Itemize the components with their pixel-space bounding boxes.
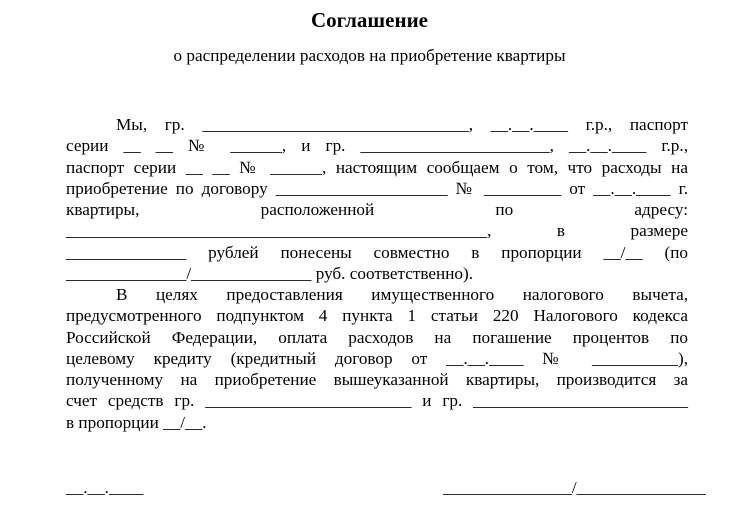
paragraph-parties xyxy=(66,114,688,284)
paragraph-line: В целях предоставления имущественного налогового вычета, xyxy=(116,285,688,304)
paragraph-word: квартиры, xyxy=(66,200,140,220)
paragraph-line: паспорт серии __ __ № ______, настоящим сообщаем о том, что расходы на xyxy=(66,157,688,177)
paragraph-word: адресу: xyxy=(634,200,688,220)
signature-date: __.__.____ xyxy=(66,478,144,497)
paragraph-line: ______________/______________ руб. соответственно). xyxy=(66,264,474,284)
document-title: Соглашение xyxy=(311,8,428,32)
paragraph-line xyxy=(66,199,688,220)
document-subtitle: о распределении расходов на приобретение квартиры xyxy=(173,46,566,65)
paragraph-line: _________________________________________________, в размере xyxy=(66,221,688,241)
paragraph-line: Российской Федерации, оплата расходов на погашение процентов по xyxy=(66,327,688,347)
paragraph-word: расположенной xyxy=(260,200,375,220)
paragraph-line: счет средств гр. ________________________ и гр. _________________________ xyxy=(66,391,688,411)
paragraph-line: целевому кредиту (кредитный договор от __.__.____ № __________), xyxy=(66,348,688,368)
signature-lines: _______________/_______________ xyxy=(443,478,706,497)
paragraph-line: серии __ __ № ______, и гр. ______________________, __.__.____ г.р., xyxy=(66,136,688,156)
paragraph-line: в пропорции __/__. xyxy=(66,412,207,432)
paragraph-word: по xyxy=(495,200,514,220)
paragraph-line: предусмотренного подпунктом 4 пункта 1 статьи 220 Налогового кодекса xyxy=(66,306,688,326)
paragraph-line: Мы, гр. _______________________________, __.__.____ г.р., паспорт xyxy=(116,115,688,134)
paragraph-tax-deduction xyxy=(66,284,688,433)
paragraph-line: полученному на приобретение вышеуказанной квартиры, производится за xyxy=(66,370,688,390)
paragraph-line: приобретение по договору ____________________ № _________ от __.__.____ г. xyxy=(66,178,688,198)
paragraph-line: ______________ рублей понесены совместно в пропорции __/__ (по xyxy=(66,242,688,262)
